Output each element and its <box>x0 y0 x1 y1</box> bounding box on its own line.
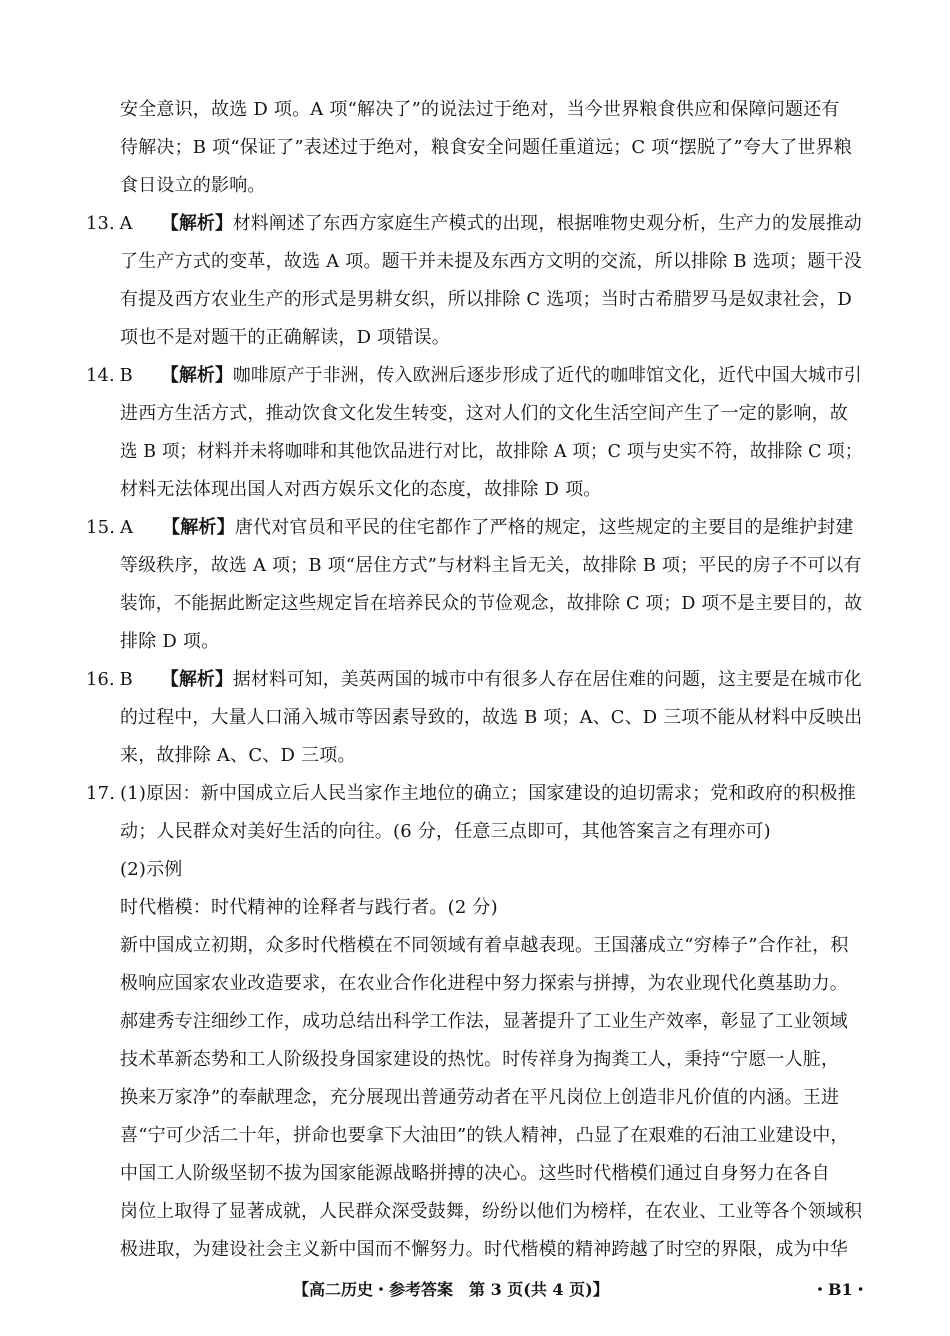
text-line: 项也不是对题干的正确解读，D 项错误。 <box>120 327 450 348</box>
text-line: 安全意识，故选 D 项。A 项“解决了”的说法过于绝对，当今世界粮食供应和保障问题还有 <box>120 99 840 120</box>
question-15-header <box>86 516 854 540</box>
text-line: (2)示例 <box>120 859 183 880</box>
text-line: 极进取，为建设社会主义新中国而不懈努力。时代楷模的精神跨越了时空的界限，成为中华 <box>120 1239 848 1260</box>
question-number: 15. <box>86 517 116 538</box>
answer-letter: B <box>119 365 133 386</box>
page-footer <box>0 1278 950 1308</box>
answer-letter: A <box>119 213 133 234</box>
text-line: 排除 D 项。 <box>120 631 220 652</box>
question-number: 17. <box>86 783 116 804</box>
question-14-header <box>86 364 862 388</box>
analysis-tag: 【解析】 <box>161 365 233 386</box>
text-line: 时代楷模：时代精神的诠释者与践行者。(2 分) <box>120 897 498 918</box>
text-line: 唐代对官员和平民的住宅都作了严格的规定，这些规定的主要目的是维护封建 <box>234 517 854 538</box>
analysis-tag: 【解析】 <box>161 213 233 234</box>
text-line: 咖啡原产于非洲，传入欧洲后逐步形成了近代的咖啡馆文化，近代中国大城市引 <box>232 365 862 386</box>
text-line: (1)原因：新中国成立后人民当家作主地位的确立；国家建设的迫切需求；党和政府的积极推 <box>120 783 856 804</box>
footer-title: 【高二历史・参考答案 第 3 页(共 4 页)】 <box>293 1280 609 1299</box>
question-16-header <box>86 668 862 692</box>
footer-code: ・B1・ <box>812 1280 869 1299</box>
text-line: 岗位上取得了显著成就，人民群众深受鼓舞，纷纷以他们为榜样，在农业、工业等各个领域积 <box>120 1201 863 1222</box>
text-line: 装饰，不能据此断定这些规定旨在培养民众的节俭观念，故排除 C 项；D 项不是主要目的，故 <box>120 593 863 614</box>
text-line: 选 B 项；材料并未将咖啡和其他饮品进行对比，故排除 A 项；C 项与史实不符，故排除 C 项； <box>120 441 863 462</box>
answer-letter: B <box>119 669 133 690</box>
text-line: 中国工人阶级坚韧不拔为国家能源战略拼搏的决心。这些时代楷模们通过自身努力在各自 <box>120 1163 830 1184</box>
text-line: 新中国成立初期，众多时代楷模在不同领域有着卓越表现。王国藩成立“穷棒子”合作社，积 <box>120 935 849 956</box>
text-line: 据材料可知，美英两国的城市中有很多人存在居住难的问题，这主要是在城市化 <box>232 669 862 690</box>
text-line: 材料阐述了东西方家庭生产模式的出现，根据唯物史观分析，生产力的发展推动 <box>232 213 862 234</box>
text-line: 喜“宁可少活二十年，拼命也要拿下大油田”的铁人精神，凸显了在艰难的石油工业建设中， <box>120 1125 849 1146</box>
text-line: 食日设立的影响。 <box>120 175 266 196</box>
text-line: 动；人民群众对美好生活的向往。(6 分，任意三点即可，其他答案言之有理亦可) <box>120 821 771 842</box>
text-line: 极响应国家农业改造要求，在农业合作化进程中努力探索与拼搏，为农业现代化奠基助力。 <box>120 973 848 994</box>
text-line: 了生产方式的变革，故选 A 项。题干并未提及东西方文明的交流，所以排除 B 选项；题干没 <box>120 251 862 272</box>
question-13-header <box>86 212 862 236</box>
text-line: 待解决；B 项“保证了”表述过于绝对，粮食安全问题任重道远；C 项“摆脱了”夸大了世界粮 <box>120 137 853 158</box>
analysis-tag: 【解析】 <box>161 669 233 690</box>
question-number: 13. <box>86 213 115 234</box>
text-line: 来，故排除 A、C、D 三项。 <box>120 745 356 766</box>
analysis-tag: 【解析】 <box>162 517 235 538</box>
question-17-header <box>86 782 856 806</box>
question-number: 16. <box>86 669 115 690</box>
answer-letter: A <box>120 517 134 538</box>
question-number: 14. <box>86 365 115 386</box>
text-line: 材料无法体现出国人对西方娱乐文化的态度，故排除 D 项。 <box>120 479 602 500</box>
text-line: 进西方生活方式，推动饮食文化发生转变，这对人们的文化生活空间产生了一定的影响，故 <box>120 403 848 424</box>
text-line: 郝建秀专注细纱工作，成功总结出科学工作法，显著提升了工业生产效率，彰显了工业领域 <box>120 1011 848 1032</box>
text-line: 的过程中，大量人口涌入城市等因素导致的，故选 B 项；A、C、D 三项不能从材料中反映出 <box>120 707 863 728</box>
text-line: 技术革新态势和工人阶级投身国家建设的热忱。时传祥身为掏粪工人，秉持“宁愿一人脏， <box>120 1049 840 1070</box>
text-line: 等级秩序，故选 A 项；B 项“居住方式”与材料主旨无关，故排除 B 项；平民的房子不可以有 <box>120 555 862 576</box>
text-line: 换来万家净”的奉献理念，充分展现出普通劳动者在平凡岗位上创造非凡价值的内涵。王进 <box>120 1087 840 1108</box>
text-line: 有提及西方农业生产的形式是男耕女织，所以排除 C 选项；当时古希腊罗马是奴隶社会，D <box>120 289 853 310</box>
